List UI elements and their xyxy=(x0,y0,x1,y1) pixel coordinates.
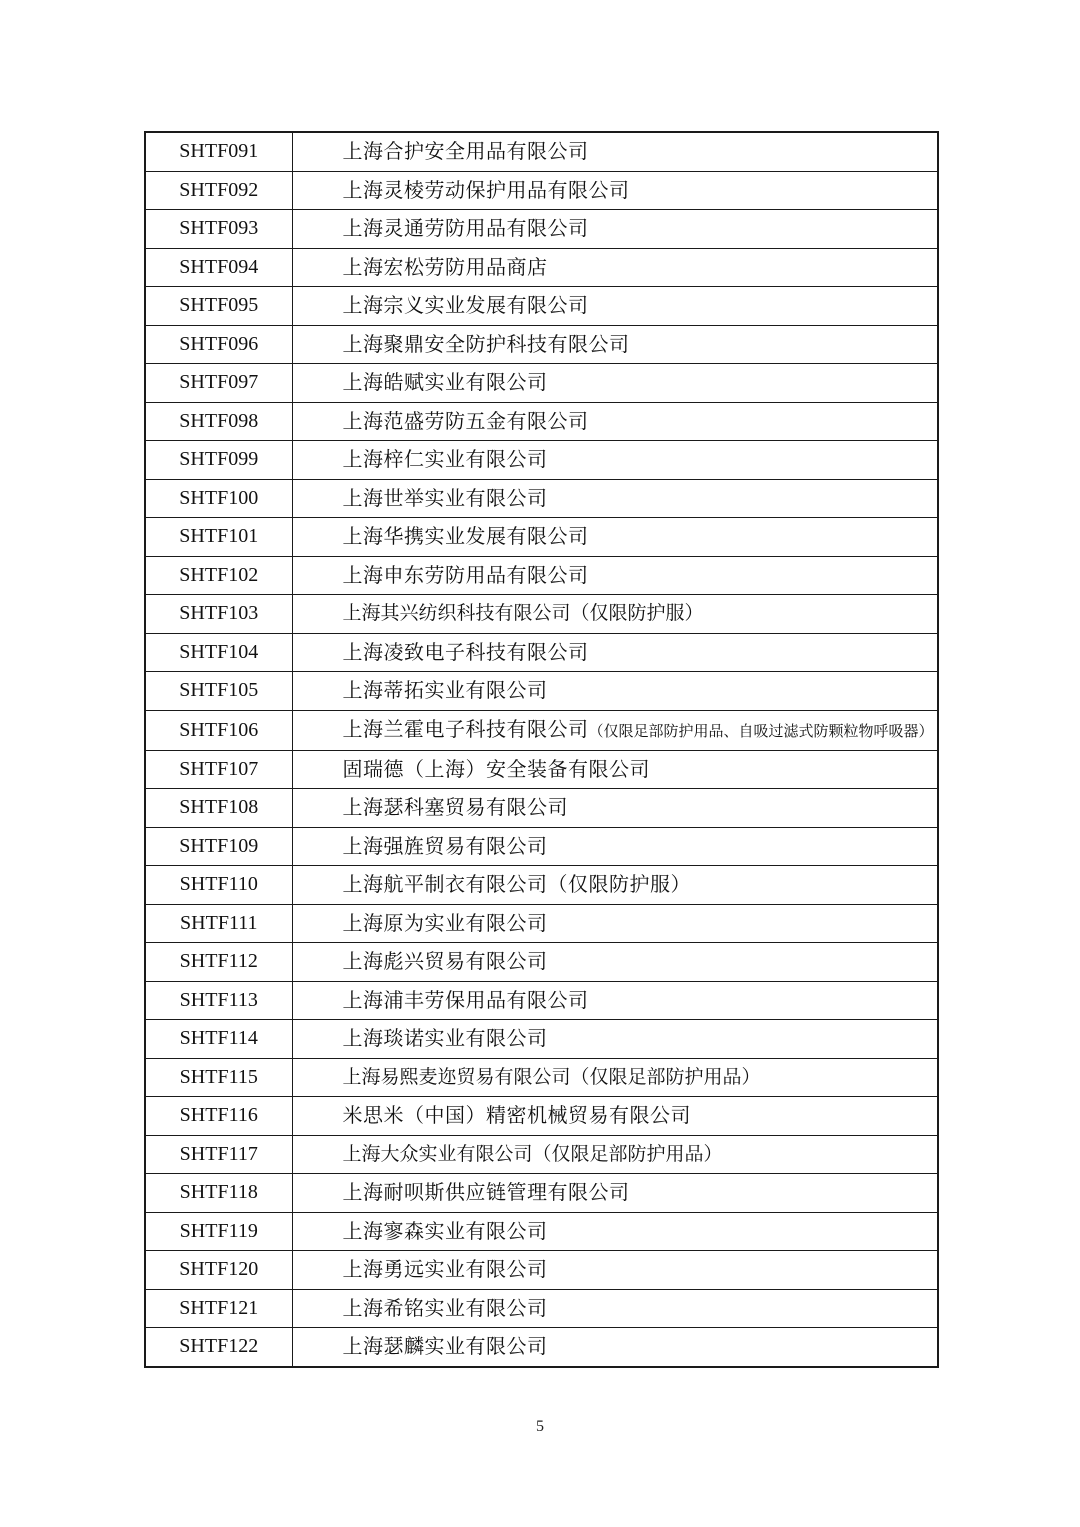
company-name-cell xyxy=(292,943,938,982)
company-name: 上海瑟麟实业有限公司 xyxy=(342,1334,548,1359)
company-name-cell xyxy=(292,595,938,634)
company-name: 上海灵通劳防用品有限公司 xyxy=(342,216,589,241)
table-row xyxy=(145,556,938,595)
company-name-cell xyxy=(292,750,938,789)
company-name: 上海彪兴贸易有限公司 xyxy=(342,949,548,974)
company-name-cell xyxy=(292,1135,938,1174)
table-row xyxy=(145,827,938,866)
company-registry-table xyxy=(144,131,939,1368)
company-name: 上海聚鼎安全防护科技有限公司 xyxy=(342,331,630,356)
table-row xyxy=(145,1212,938,1251)
company-name: 上海希铭实业有限公司 xyxy=(342,1295,548,1320)
table-row xyxy=(145,1020,938,1059)
registration-code-cell: SHTF106 xyxy=(145,710,292,750)
registration-code-cell: SHTF099 xyxy=(145,441,292,480)
table-row xyxy=(145,210,938,249)
company-name: 上海浦丰劳保用品有限公司 xyxy=(342,987,589,1012)
table-row xyxy=(145,904,938,943)
company-name: 上海灵棱劳动保护用品有限公司 xyxy=(342,177,630,202)
table-row xyxy=(145,441,938,480)
company-name: 上海合护安全用品有限公司 xyxy=(342,139,589,164)
registration-code-cell: SHTF119 xyxy=(145,1212,292,1251)
registration-code-cell: SHTF093 xyxy=(145,210,292,249)
company-name-cell xyxy=(292,132,938,171)
company-name-cell xyxy=(292,904,938,943)
company-name-cell xyxy=(292,1328,938,1367)
table-row xyxy=(145,633,938,672)
company-name: 上海耐呗斯供应链管理有限公司 xyxy=(342,1180,630,1205)
company-name-cell xyxy=(292,441,938,480)
registration-code-cell: SHTF102 xyxy=(145,556,292,595)
table-row xyxy=(145,789,938,828)
table-row xyxy=(145,981,938,1020)
table-row xyxy=(145,710,938,750)
company-name-cell xyxy=(292,325,938,364)
registry-table-body xyxy=(145,132,938,1367)
company-name-cell xyxy=(292,556,938,595)
registration-code-cell: SHTF105 xyxy=(145,672,292,711)
company-name-cell xyxy=(292,1212,938,1251)
registration-code-cell: SHTF103 xyxy=(145,595,292,634)
table-row xyxy=(145,402,938,441)
company-name: 上海宏松劳防用品商店 xyxy=(342,254,548,279)
company-name-cell xyxy=(292,1020,938,1059)
registration-code-cell: SHTF091 xyxy=(145,132,292,171)
table-row xyxy=(145,1135,938,1174)
company-name: 上海申东劳防用品有限公司 xyxy=(342,562,589,587)
company-name: 上海强旌贸易有限公司 xyxy=(342,833,548,858)
table-row xyxy=(145,672,938,711)
company-name-cell xyxy=(292,672,938,711)
registration-code-cell: SHTF113 xyxy=(145,981,292,1020)
company-name: 上海航平制衣有限公司（仅限防护服） xyxy=(342,872,691,897)
company-name-cell xyxy=(292,866,938,905)
company-name-cell xyxy=(292,1058,938,1097)
registration-code-cell: SHTF121 xyxy=(145,1289,292,1328)
table-row xyxy=(145,1251,938,1290)
registration-code-cell: SHTF094 xyxy=(145,248,292,287)
company-name-cell xyxy=(292,402,938,441)
company-name: 固瑞德（上海）安全装备有限公司 xyxy=(342,756,650,781)
company-name-cell xyxy=(292,1251,938,1290)
company-name-cell xyxy=(292,171,938,210)
company-name-cell xyxy=(292,710,938,750)
page-number: 5 xyxy=(536,1418,544,1435)
registration-code-cell: SHTF100 xyxy=(145,479,292,518)
registration-code-cell: SHTF111 xyxy=(145,904,292,943)
company-name: 上海范盛劳防五金有限公司 xyxy=(342,408,589,433)
company-name-cell xyxy=(292,981,938,1020)
company-scope-note: （仅限足部防护用品、自吸过滤式防颗粒物呼吸器） xyxy=(588,721,934,740)
table-row xyxy=(145,1174,938,1213)
table-row xyxy=(145,518,938,557)
company-name: 上海其兴纺织科技有限公司（仅限防护服） xyxy=(342,602,704,625)
company-name-cell xyxy=(292,1097,938,1136)
table-row xyxy=(145,479,938,518)
table-row xyxy=(145,1289,938,1328)
registration-code-cell: SHTF092 xyxy=(145,171,292,210)
company-name-cell xyxy=(292,479,938,518)
company-name: 上海大众实业有限公司（仅限足部防护用品） xyxy=(342,1142,723,1165)
table-row xyxy=(145,287,938,326)
company-name-cell xyxy=(292,789,938,828)
registration-code-cell: SHTF104 xyxy=(145,633,292,672)
registration-code-cell: SHTF117 xyxy=(145,1135,292,1174)
registration-code-cell: SHTF096 xyxy=(145,325,292,364)
company-name-cell xyxy=(292,1174,938,1213)
table-row xyxy=(145,325,938,364)
registration-code-cell: SHTF118 xyxy=(145,1174,292,1213)
registration-code-cell: SHTF098 xyxy=(145,402,292,441)
table-row xyxy=(145,1328,938,1367)
registration-code-cell: SHTF107 xyxy=(145,750,292,789)
company-name: 上海寥森实业有限公司 xyxy=(342,1218,548,1243)
registration-code-cell: SHTF112 xyxy=(145,943,292,982)
registration-code-cell: SHTF114 xyxy=(145,1020,292,1059)
table-row xyxy=(145,943,938,982)
table-row xyxy=(145,132,938,171)
company-name-cell xyxy=(292,633,938,672)
company-name: 上海凌致电子科技有限公司 xyxy=(342,639,589,664)
registration-code-cell: SHTF097 xyxy=(145,364,292,403)
registration-code-cell: SHTF109 xyxy=(145,827,292,866)
company-name-cell xyxy=(292,248,938,287)
table-row xyxy=(145,750,938,789)
registration-code-cell: SHTF095 xyxy=(145,287,292,326)
registration-code-cell: SHTF110 xyxy=(145,866,292,905)
registration-code-cell: SHTF115 xyxy=(145,1058,292,1097)
table-row xyxy=(145,364,938,403)
company-name: 上海瑟科塞贸易有限公司 xyxy=(342,795,568,820)
company-name: 上海蒂拓实业有限公司 xyxy=(342,678,548,703)
registration-code-cell: SHTF108 xyxy=(145,789,292,828)
table-row xyxy=(145,1058,938,1097)
registration-code-cell: SHTF122 xyxy=(145,1328,292,1367)
registration-code-cell: SHTF120 xyxy=(145,1251,292,1290)
company-name: 上海兰霍电子科技有限公司 xyxy=(342,716,589,741)
company-name-cell xyxy=(292,364,938,403)
table-row xyxy=(145,595,938,634)
company-name-cell xyxy=(292,287,938,326)
company-name: 上海琰诺实业有限公司 xyxy=(342,1026,548,1051)
company-name: 上海宗义实业发展有限公司 xyxy=(342,293,589,318)
company-name: 上海皓赋实业有限公司 xyxy=(342,370,548,395)
registration-code-cell: SHTF116 xyxy=(145,1097,292,1136)
company-name: 上海华携实业发展有限公司 xyxy=(342,524,589,549)
company-name-cell xyxy=(292,827,938,866)
table-row xyxy=(145,1097,938,1136)
company-name: 上海勇远实业有限公司 xyxy=(342,1257,548,1282)
table-row xyxy=(145,171,938,210)
table-row xyxy=(145,866,938,905)
table-row xyxy=(145,248,938,287)
company-name-cell xyxy=(292,1289,938,1328)
company-name-cell xyxy=(292,210,938,249)
company-name: 米思米（中国）精密机械贸易有限公司 xyxy=(342,1103,691,1128)
company-name: 上海易熙麦迩贸易有限公司（仅限足部防护用品） xyxy=(342,1065,761,1088)
company-name: 上海世举实业有限公司 xyxy=(342,485,548,510)
company-name-cell xyxy=(292,518,938,557)
company-name: 上海原为实业有限公司 xyxy=(342,910,548,935)
registration-code-cell: SHTF101 xyxy=(145,518,292,557)
company-name: 上海梓仁实业有限公司 xyxy=(342,447,548,472)
